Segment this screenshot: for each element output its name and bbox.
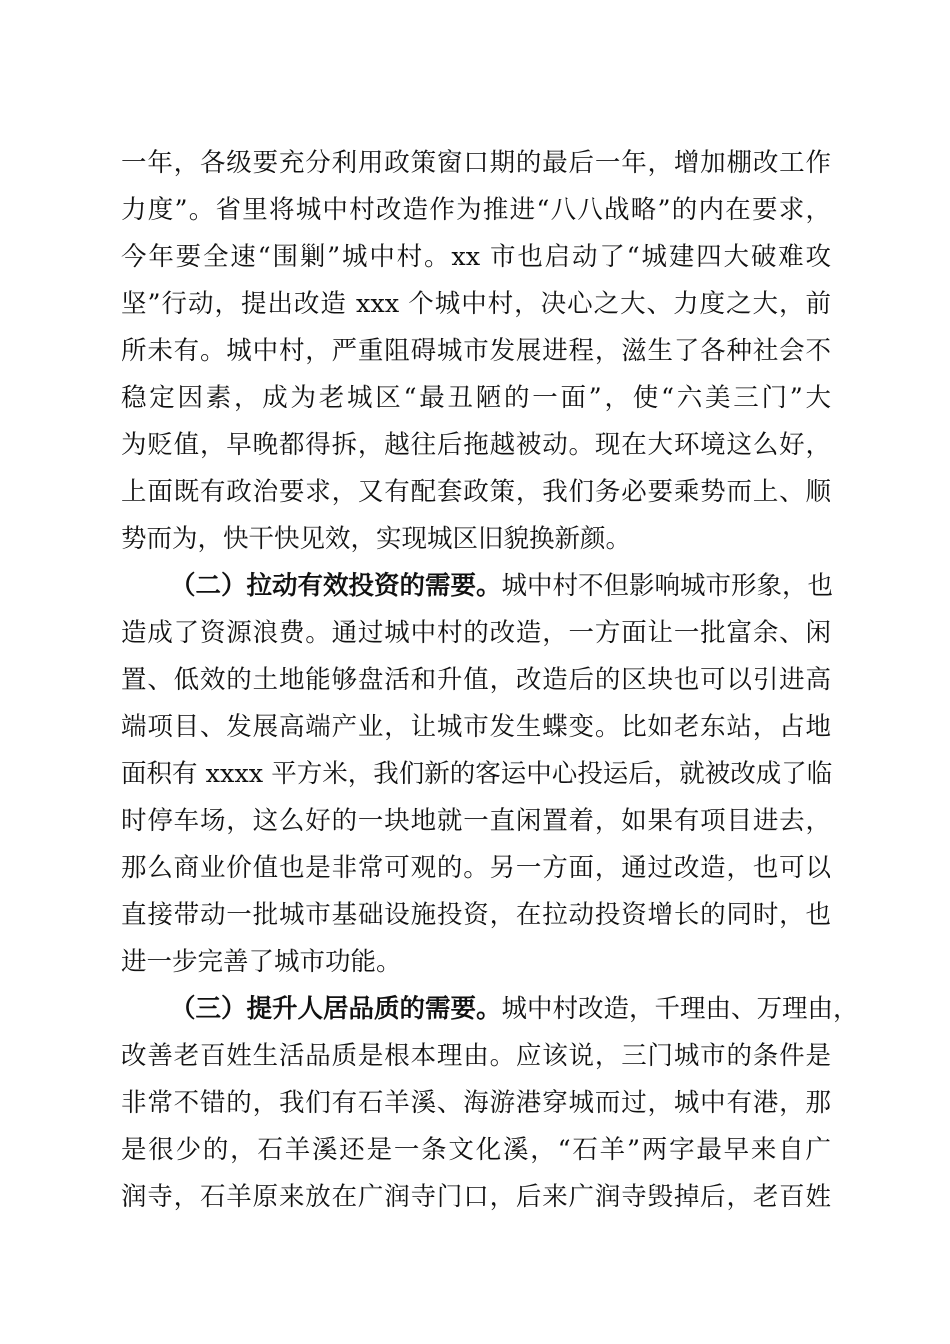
body-text-line: 为贬值，早晚都得拆，越往后拖越被动。现在大环境这么好， bbox=[121, 430, 831, 460]
body-text-line: 面积有 xxxx 平方米，我们新的客运中心投运后，就被改成了临 bbox=[121, 759, 833, 789]
body-text-line: 那么商业价值也是非常可观的。另一方面，通过改造，也可以 bbox=[121, 853, 831, 883]
body-text-line: 改善老百姓生活品质是根本理由。应该说，三门城市的条件是 bbox=[121, 1041, 831, 1071]
body-text-line: 一年，各级要充分利用政策窗口期的最后一年，增加棚改工作 bbox=[121, 148, 831, 178]
body-text-line: 进一步完善了城市功能。 bbox=[121, 947, 402, 977]
body-text: 城中村改造，千理由、万理由， bbox=[501, 994, 859, 1024]
body-text-line: 造成了资源浪费。通过城中村的改造，一方面让一批富余、闲 bbox=[121, 618, 831, 648]
section-heading-line bbox=[170, 566, 834, 606]
body-text-line: 端项目、发展高端产业，让城市发生蝶变。比如老东站，占地 bbox=[121, 712, 831, 742]
body-text-line: 是很少的，石羊溪还是一条文化溪，“石羊”两字最早来自广 bbox=[121, 1135, 831, 1165]
body-text-line: 势而为，快干快见效，实现城区旧貌换新颜。 bbox=[121, 524, 632, 554]
section-heading: （二）拉动有效投资的需要。 bbox=[170, 571, 502, 601]
body-text-line: 置、低效的土地能够盘活和升值，改造后的区块也可以引进高 bbox=[121, 665, 831, 695]
body-text: 城中村不但影响城市形象，也 bbox=[501, 571, 834, 601]
body-text-line: 直接带动一批城市基础设施投资，在拉动投资增长的同时，也 bbox=[121, 900, 831, 930]
body-text-line: 上面既有政治要求，又有配套政策，我们务必要乘势而上、顺 bbox=[121, 477, 831, 507]
body-text-line: 非常不错的，我们有石羊溪、海游港穿城而过，城中有港，那 bbox=[121, 1088, 831, 1118]
body-text-line: 稳定因素，成为老城区“最丑陋的一面”，使“六美三门”大 bbox=[121, 383, 831, 413]
body-text-line: 今年要全速“围剿”城中村。xx 市也启动了“城建四大破难攻 bbox=[121, 242, 831, 272]
body-text-line: 坚”行动，提出改造 xxx 个城中村，决心之大、力度之大，前 bbox=[121, 289, 831, 319]
body-text-line: 时停车场，这么好的一块地就一直闲置着，如果有项目进去， bbox=[121, 806, 831, 836]
section-heading: （三）提升人居品质的需要。 bbox=[170, 994, 502, 1024]
body-text-line: 力度”。省里将城中村改造作为推进“八八战略”的内在要求， bbox=[121, 195, 831, 225]
body-text-line: 润寺，石羊原来放在广润寺门口，后来广润寺毁掉后，老百姓 bbox=[121, 1182, 831, 1212]
body-text-line: 所未有。城中村，严重阻碍城市发展进程，滋生了各种社会不 bbox=[121, 336, 831, 366]
section-heading-line bbox=[170, 989, 859, 1029]
